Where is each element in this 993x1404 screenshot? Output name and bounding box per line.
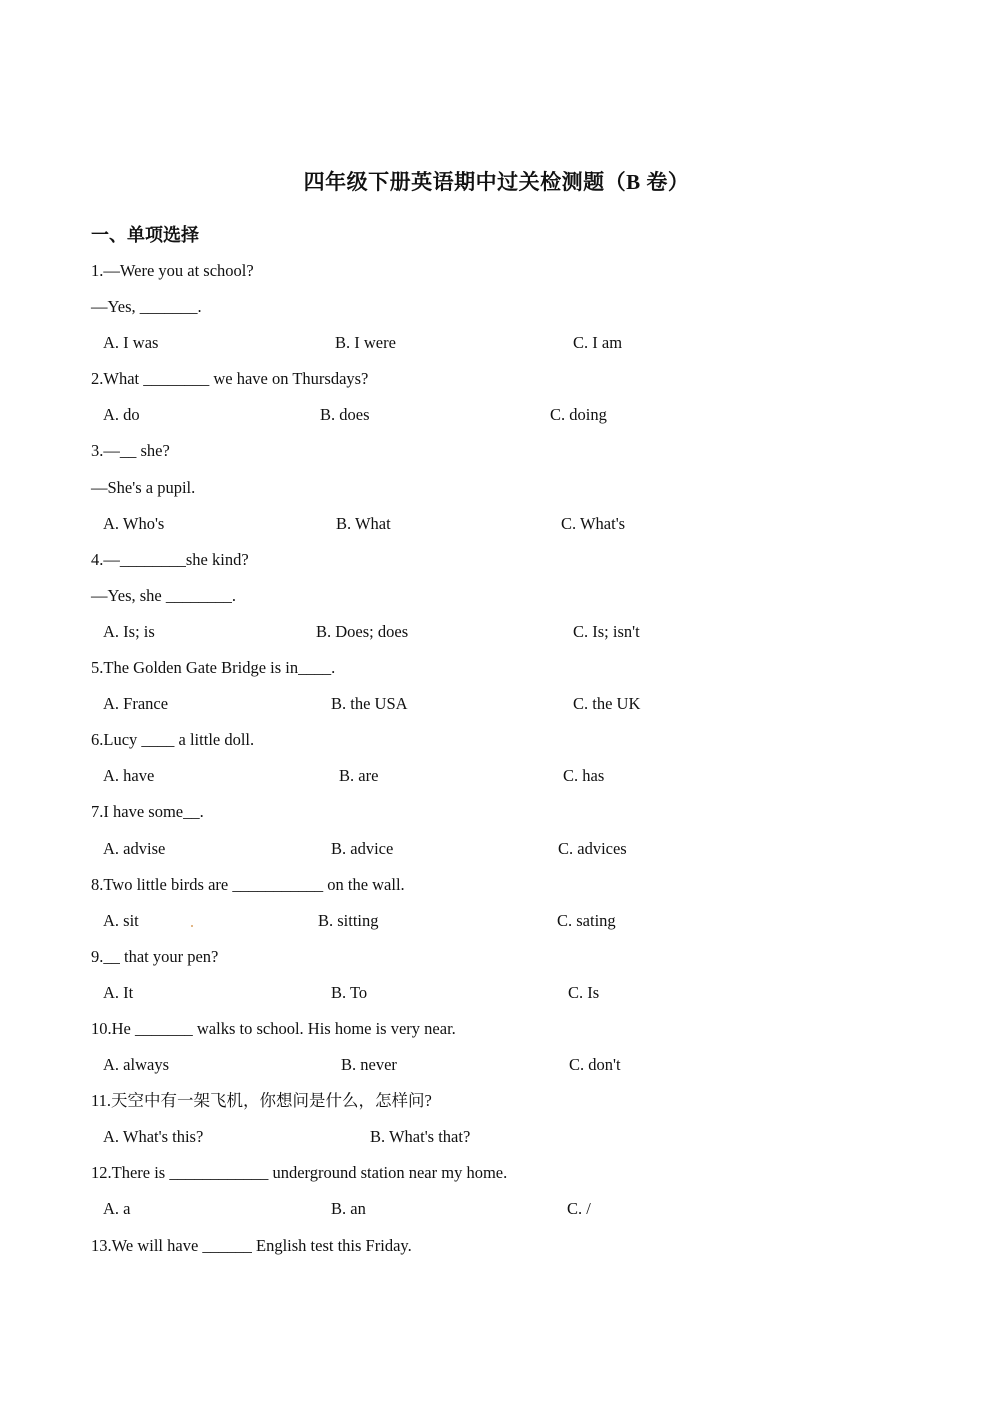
question-3-options — [91, 506, 911, 542]
question-10-option-b: B. never — [341, 1055, 397, 1075]
question-10-options — [91, 1047, 911, 1083]
question-8-option-b: B. sitting — [318, 910, 379, 930]
question-11-option-a: A. What's this? — [103, 1127, 204, 1147]
question-10-option-c: C. don't — [569, 1055, 621, 1075]
question-5-option-b: B. the USA — [331, 694, 408, 714]
stray-mark — [191, 925, 193, 927]
question-2-prompt: 2.What ________ we have on Thursdays? — [91, 369, 369, 389]
question-12-option-c: C. / — [567, 1199, 591, 1219]
question-9-prompt: 9.__ that your pen? — [91, 946, 219, 966]
question-10-prompt: 10.He _______ walks to school. His home is very near. — [91, 1018, 456, 1038]
question-6-prompt: 6.Lucy ____ a little doll. — [91, 730, 255, 750]
question-7-option-a: A. advise — [103, 838, 166, 858]
question-5-option-a: A. France — [103, 694, 169, 714]
question-2-option-c: C. doing — [550, 405, 607, 425]
question-9-option-a: A. It — [103, 982, 134, 1002]
question-10-option-a: A. always — [103, 1055, 169, 1075]
question-12-option-b: B. an — [331, 1199, 366, 1219]
question-9-option-c: C. Is — [568, 982, 600, 1002]
question-12-options — [91, 1191, 911, 1227]
question-7-options — [91, 831, 911, 867]
question-8-options — [91, 903, 911, 939]
question-3-option-b: B. What — [336, 513, 391, 533]
question-6-option-a: A. have — [103, 766, 155, 786]
question-4-answer-line: —Yes, she ________. — [91, 585, 237, 605]
question-5-options — [91, 686, 911, 722]
question-4-options — [91, 614, 911, 650]
question-4-prompt: 4.—________she kind? — [91, 549, 249, 569]
question-9-option-b: B. To — [331, 982, 368, 1002]
question-6-option-b: B. are — [339, 766, 379, 786]
question-3-prompt: 3.—__ she? — [91, 441, 170, 461]
question-12-option-a: A. a — [103, 1199, 131, 1219]
question-6-options — [91, 758, 911, 794]
question-8-prompt: 8.Two little birds are ___________ on the wall. — [91, 874, 405, 894]
question-5-prompt: 5.The Golden Gate Bridge is in____. — [91, 658, 336, 678]
question-2-options — [91, 397, 911, 433]
question-8-option-c: C. sating — [557, 910, 616, 930]
question-2-option-b: B. does — [320, 405, 370, 425]
question-11-prompt: 11.天空中有一架飞机，你想问是什么，怎样问? — [91, 1091, 432, 1111]
question-7-option-c: C. advices — [558, 838, 627, 858]
question-5-option-c: C. the UK — [573, 694, 641, 714]
question-1-option-b: B. I were — [335, 333, 396, 353]
question-6-option-c: C. has — [563, 766, 605, 786]
question-4-option-a: A. Is; is — [103, 621, 155, 641]
question-9-options — [91, 975, 911, 1011]
question-4-option-b: B. Does; does — [316, 621, 409, 641]
question-7-option-b: B. advice — [331, 838, 394, 858]
question-1-option-a: A. I was — [103, 333, 159, 353]
question-1-option-c: C. I am — [573, 333, 623, 353]
question-2-option-a: A. do — [103, 405, 140, 425]
page-title: 四年级下册英语期中过关检测题（B 卷） — [303, 170, 690, 194]
question-list — [91, 253, 911, 1264]
question-11-options — [91, 1119, 911, 1155]
section-heading: 一、单项选择 — [91, 225, 199, 245]
question-7-prompt: 7.I have some__. — [91, 802, 204, 822]
question-4-option-c: C. Is; isn't — [573, 621, 640, 641]
question-12-prompt: 12.There is ____________ underground station near my home. — [91, 1163, 508, 1183]
question-13-prompt: 13.We will have ______ English test this Friday. — [91, 1235, 412, 1255]
question-11-option-b: B. What's that? — [370, 1127, 471, 1147]
question-3-answer-line: —She's a pupil. — [91, 477, 196, 497]
question-3-option-a: A. Who's — [103, 513, 165, 533]
question-3-option-c: C. What's — [561, 513, 626, 533]
question-1-answer-line: —Yes, _______. — [91, 297, 202, 317]
question-8-option-a: A. sit — [103, 910, 139, 930]
question-1-prompt: 1.—Were you at school? — [91, 261, 254, 280]
question-1-options — [91, 325, 911, 361]
